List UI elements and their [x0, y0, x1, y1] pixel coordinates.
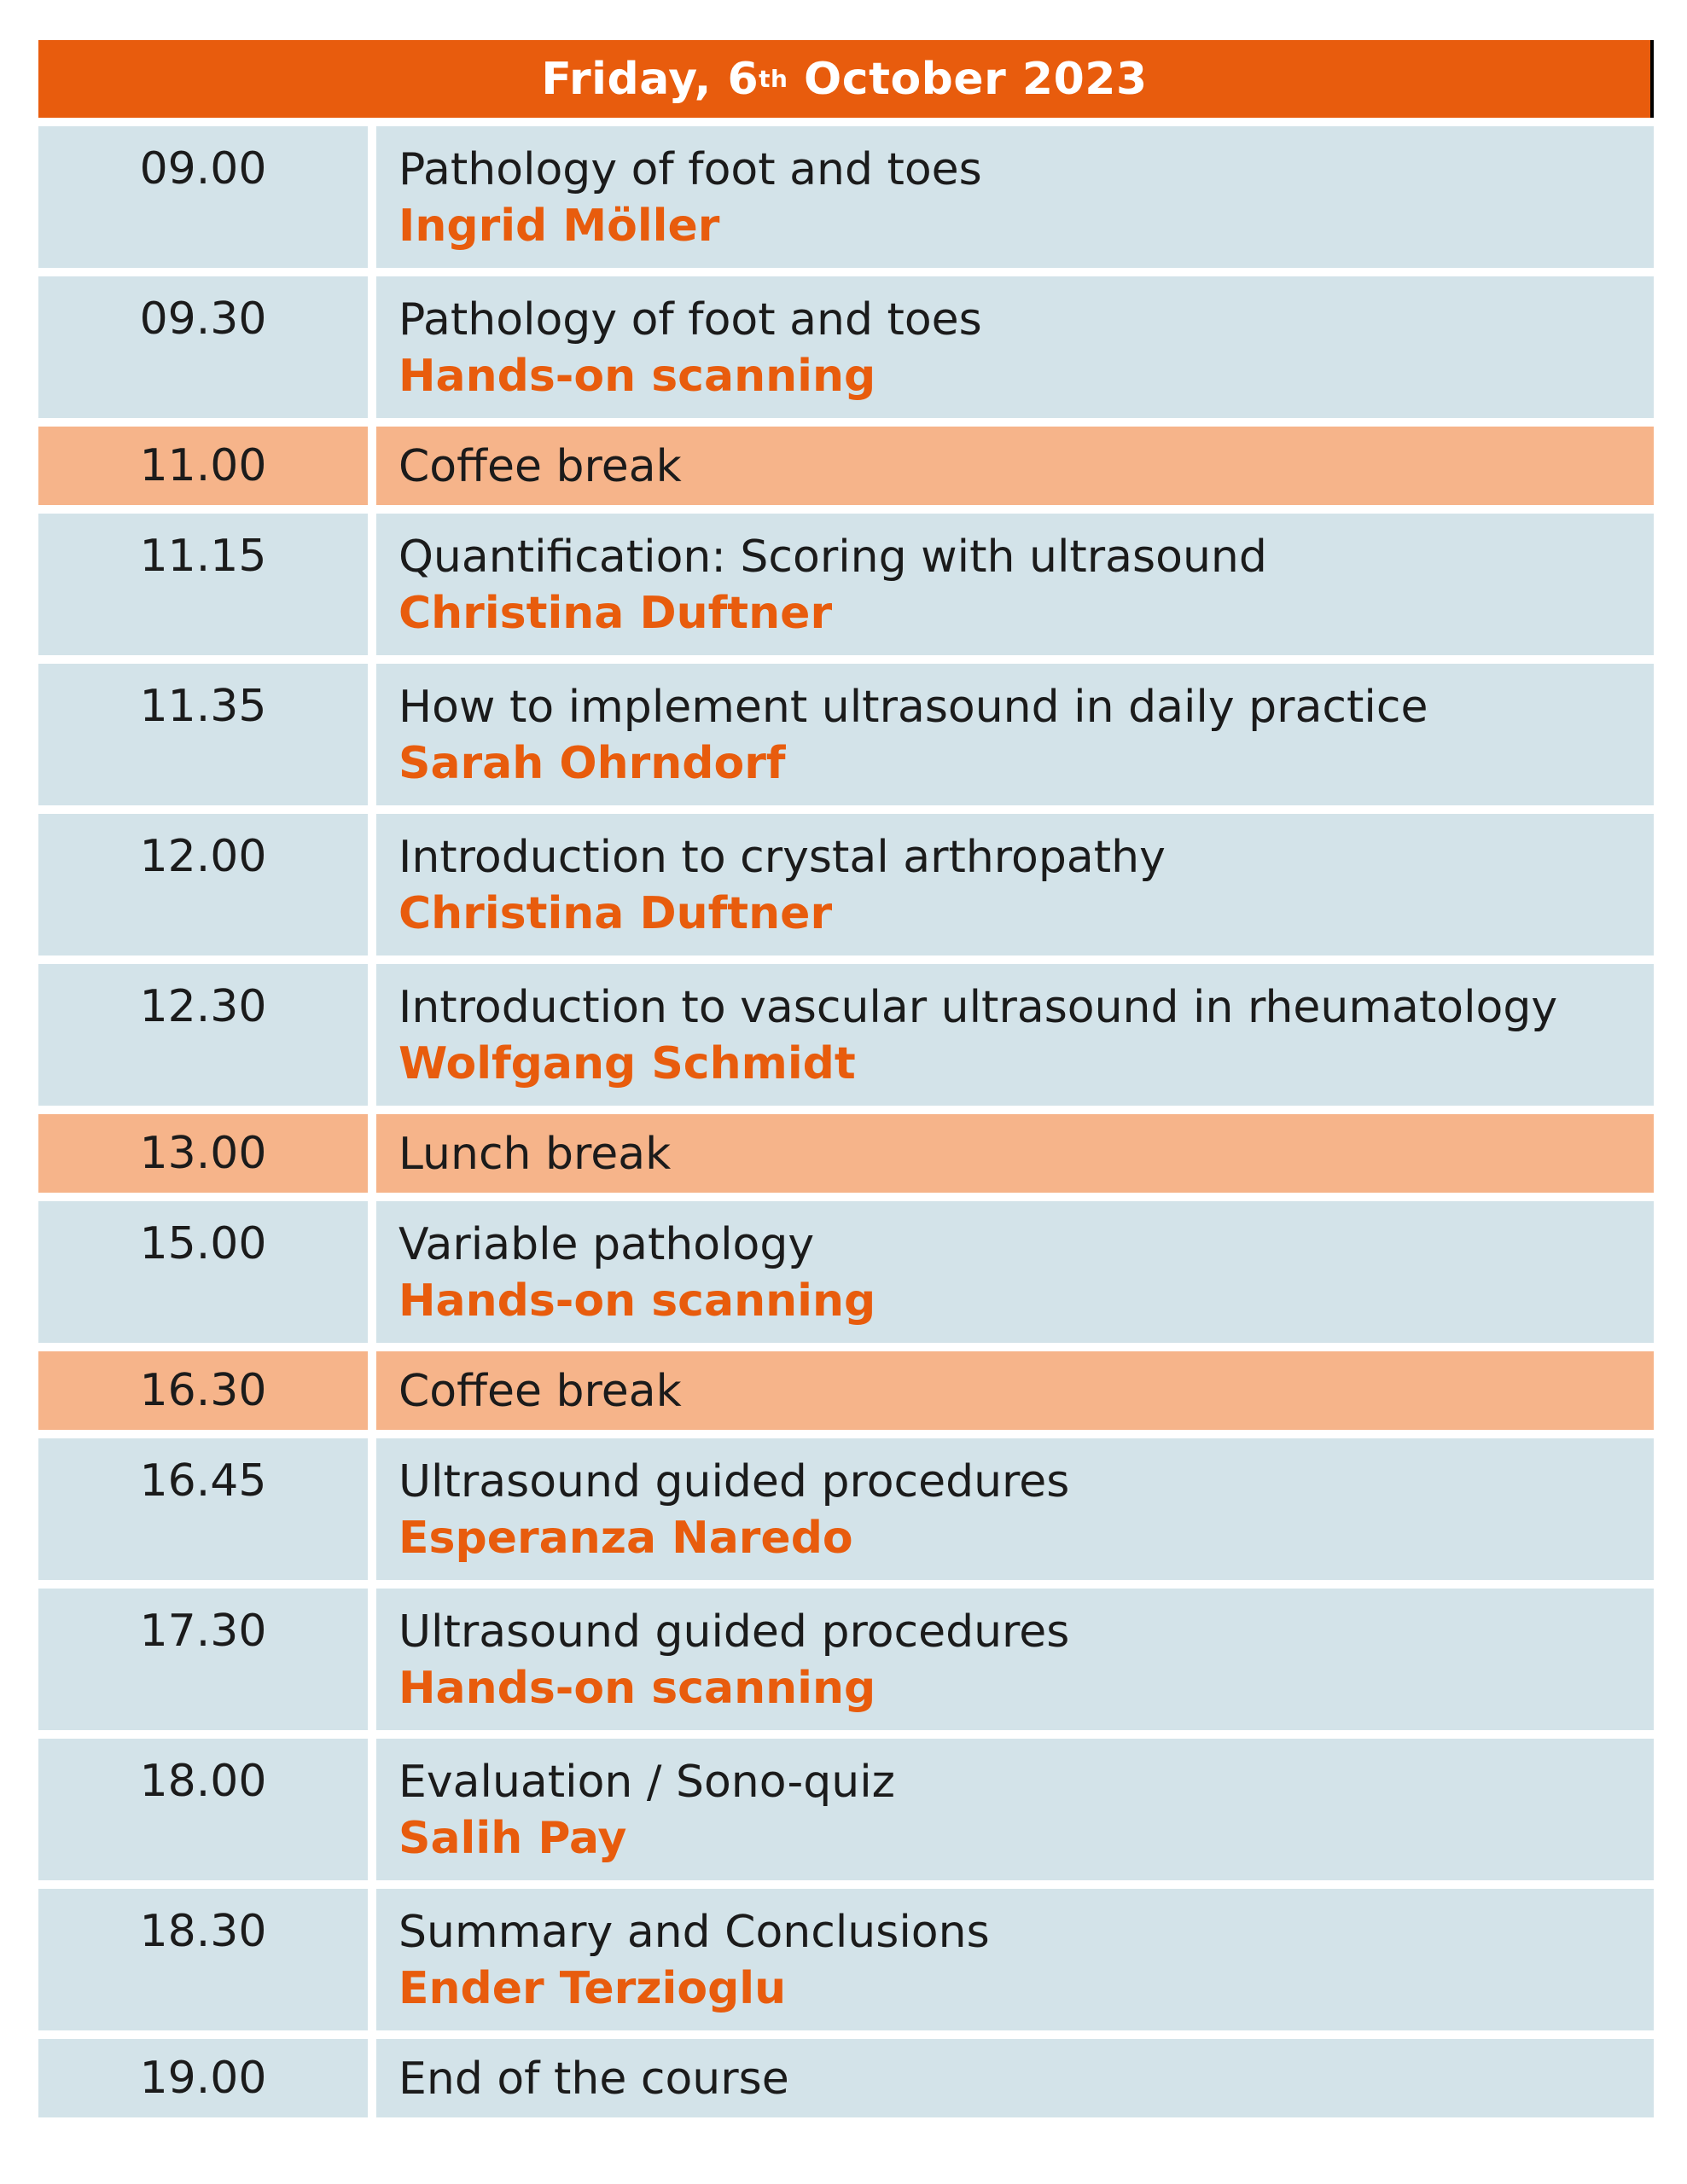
session-time: 09.00: [38, 126, 368, 268]
session-speaker: Hands-on scanning: [398, 351, 876, 402]
session-content: [376, 1438, 1654, 1580]
session-content: [376, 664, 1654, 805]
session-title: How to implement ultrasound in daily practice: [398, 682, 1428, 733]
day-header-text: Friday, 6: [541, 53, 759, 105]
session-time: 18.00: [38, 1739, 368, 1880]
session-rows: [38, 126, 1654, 2117]
session-title: Coffee break: [398, 1366, 682, 1417]
session-title: End of the course: [398, 2053, 789, 2105]
session-title: Introduction to vascular ultrasound in rheumatology: [398, 982, 1558, 1033]
session-content: [376, 276, 1654, 418]
session-title: Summary and Conclusions: [398, 1907, 990, 1958]
session-row: [38, 1589, 1654, 1730]
session-title: Ultrasound guided procedures: [398, 1456, 1070, 1507]
session-content: [376, 126, 1654, 268]
session-row: [38, 126, 1654, 268]
session-row: [38, 514, 1654, 655]
session-time: 15.00: [38, 1201, 368, 1343]
break-row: [38, 1114, 1654, 1193]
session-row: [38, 1739, 1654, 1880]
session-title: Pathology of foot and toes: [398, 294, 982, 346]
session-title: Evaluation / Sono-quiz: [398, 1757, 895, 1808]
session-time: 11.00: [38, 427, 368, 505]
session-content: [376, 1739, 1654, 1880]
day-header-date: October 2023: [788, 53, 1148, 105]
session-speaker: Sarah Ohrndorf: [398, 738, 786, 789]
session-time: 11.15: [38, 514, 368, 655]
session-content: [376, 1889, 1654, 2030]
session-row: [38, 2039, 1654, 2117]
day-header: Friday, 6 th October 2023: [38, 40, 1654, 118]
session-time: 16.30: [38, 1351, 368, 1430]
session-title: Ultrasound guided procedures: [398, 1606, 1070, 1658]
session-content: [376, 1351, 1654, 1430]
session-title: Lunch break: [398, 1129, 672, 1180]
session-speaker: Ingrid Möller: [398, 200, 720, 252]
session-row: [38, 276, 1654, 418]
session-content: [376, 814, 1654, 956]
session-title: Pathology of foot and toes: [398, 144, 982, 195]
session-time: 17.30: [38, 1589, 368, 1730]
break-row: [38, 1351, 1654, 1430]
session-speaker: Christina Duftner: [398, 888, 833, 939]
session-title: Coffee break: [398, 441, 682, 492]
session-speaker: Hands-on scanning: [398, 1275, 876, 1327]
session-content: [376, 1589, 1654, 1730]
session-row: [38, 964, 1654, 1106]
session-speaker: Salih Pay: [398, 1813, 627, 1864]
session-speaker: Christina Duftner: [398, 588, 833, 639]
session-content: [376, 427, 1654, 505]
session-time: 19.00: [38, 2039, 368, 2117]
schedule-table: [38, 40, 1654, 2126]
session-row: [38, 1438, 1654, 1580]
session-speaker: Esperanza Naredo: [398, 1513, 853, 1564]
session-content: [376, 514, 1654, 655]
session-speaker: Wolfgang Schmidt: [398, 1038, 856, 1089]
session-title: Variable pathology: [398, 1219, 815, 1270]
session-row: [38, 1889, 1654, 2030]
session-row: [38, 814, 1654, 956]
break-row: [38, 427, 1654, 505]
session-time: 13.00: [38, 1114, 368, 1193]
session-row: [38, 1201, 1654, 1343]
session-time: 12.00: [38, 814, 368, 956]
session-content: [376, 1114, 1654, 1193]
session-title: Introduction to crystal arthropathy: [398, 832, 1166, 883]
session-content: [376, 1201, 1654, 1343]
session-content: [376, 2039, 1654, 2117]
session-speaker: Ender Terzioglu: [398, 1963, 787, 2014]
session-content: [376, 964, 1654, 1106]
session-time: 09.30: [38, 276, 368, 418]
session-time: 18.30: [38, 1889, 368, 2030]
session-row: [38, 664, 1654, 805]
session-time: 12.30: [38, 964, 368, 1106]
session-title: Quantification: Scoring with ultrasound: [398, 531, 1267, 583]
session-speaker: Hands-on scanning: [398, 1663, 876, 1714]
session-time: 16.45: [38, 1438, 368, 1580]
session-time: 11.35: [38, 664, 368, 805]
